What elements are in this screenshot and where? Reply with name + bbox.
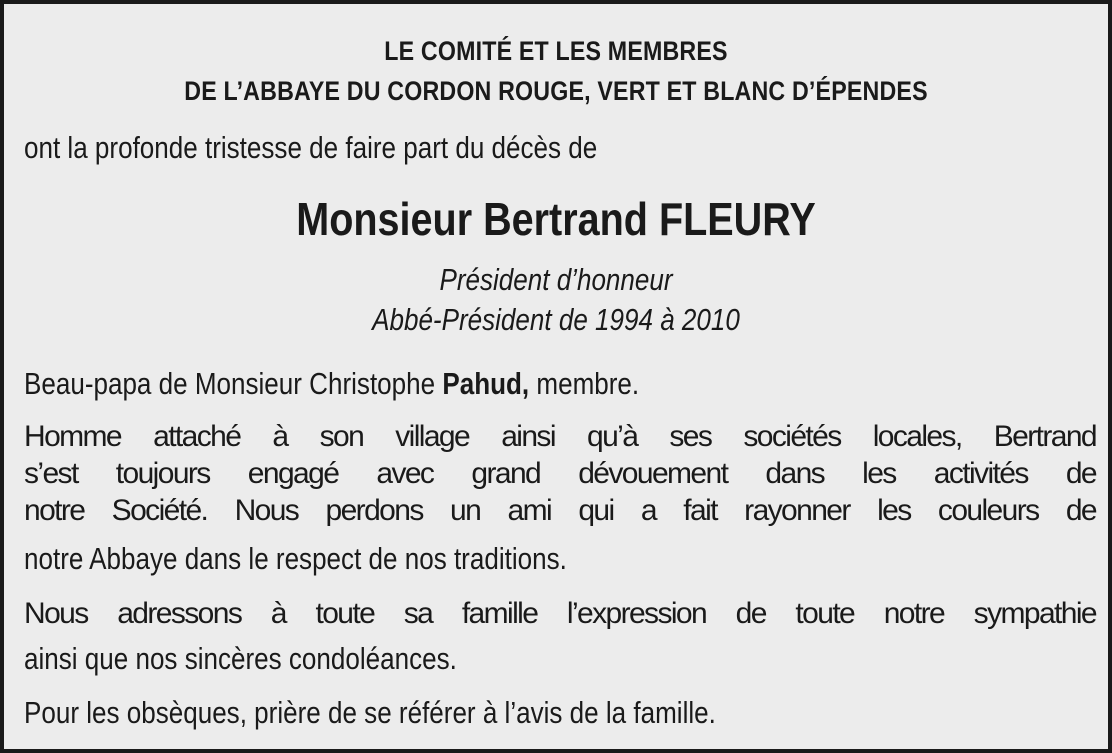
paragraph-1-line-3: notre Société. Nous perdons un ami qui a fait rayonner les couleurs de xyxy=(24,494,1096,527)
paragraph-2-line-2: ainsi que nos sincères condoléances. xyxy=(24,641,457,676)
relation-surname: Pahud, xyxy=(442,366,530,401)
paragraph-1 xyxy=(24,418,1096,529)
relation-line xyxy=(24,366,639,402)
deceased-name: Monsieur Bertrand FLEURY xyxy=(296,193,816,245)
header-line-2: DE L’ABBAYE DU CORDON ROUGE, VERT ET BLANC D’ÉPENDES xyxy=(184,76,928,106)
deceased-title-2: Abbé-Président de 1994 à 2010 xyxy=(372,302,740,337)
closing-text: Pour les obsèques, prière de se référer à l’avis de la famille. xyxy=(24,695,716,730)
relation-prefix: Beau-papa de Monsieur Christophe xyxy=(24,366,443,401)
paragraph-2-line-1: Nous adressons à toute sa famille l’expression de toute notre sympathie xyxy=(24,597,1096,630)
intro-text: ont la profonde tristesse de faire part du décès de xyxy=(24,130,598,165)
paragraph-1-line-2: s’est toujours engagé avec grand dévouement dans les activités de xyxy=(24,457,1096,490)
paragraph-2 xyxy=(24,595,1096,632)
deceased-title-1: Président d’honneur xyxy=(439,262,673,297)
paragraph-1-line-1: Homme attaché à son village ainsi qu’à ses sociétés locales, Bertrand xyxy=(24,420,1096,453)
header-line-1: LE COMITÉ ET LES MEMBRES xyxy=(384,36,728,66)
relation-suffix: membre. xyxy=(529,366,640,401)
paragraph-1-line-4: notre Abbaye dans le respect de nos traditions. xyxy=(24,541,567,576)
